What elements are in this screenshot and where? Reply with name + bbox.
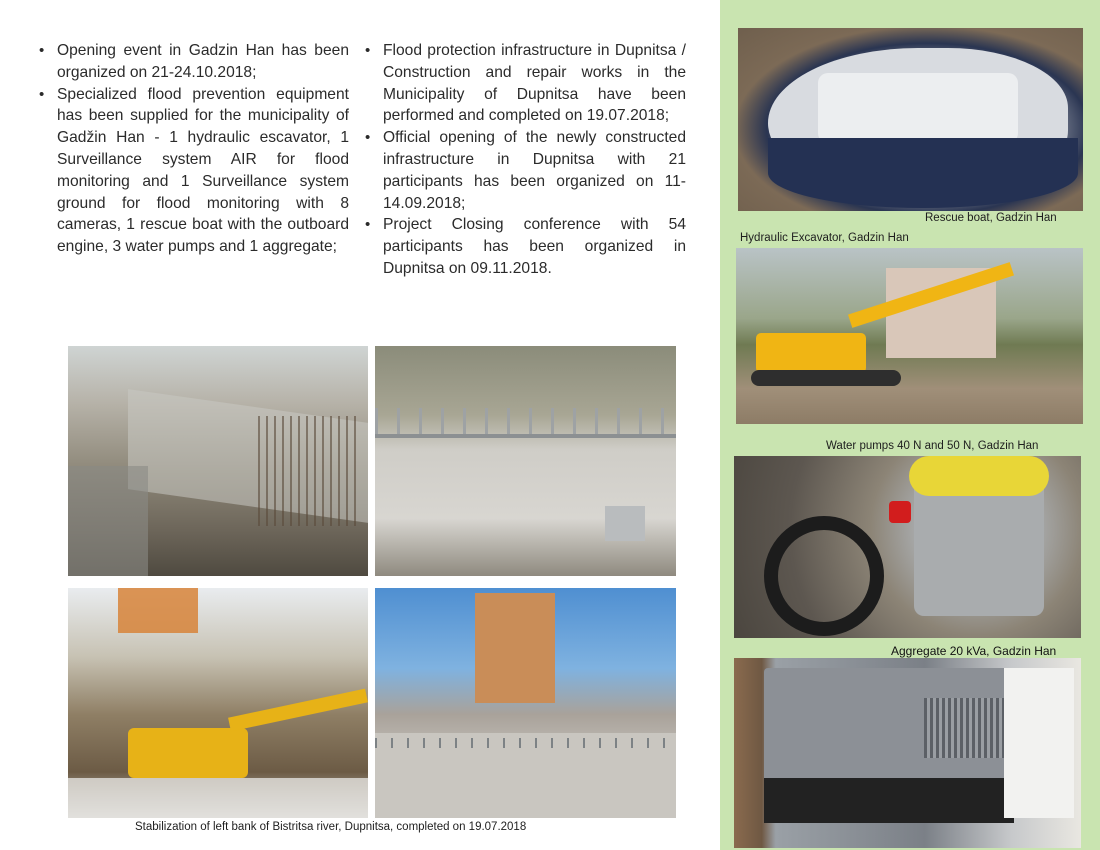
bullet-item: • Official opening of the newly constructed infrastructure in Dupnitsa with 21 participants has been organized on 11-14.09.2018; [363,127,686,214]
aggregate-generator-photo [734,658,1081,848]
bullet-item: • Specialized flood prevention equipment has been supplied for the municipality of Gadžin Han - 1 hydraulic escavator, 1 Surveillance system AIR for flood monitoring and 1 Surveillance system ground for flood monitoring with 8 cameras, 1 rescue boat with the outboard engine, 3 water pumps and 1 aggregate; [37,84,349,258]
water-pumps-photo [734,456,1081,638]
bullet-item: • Flood protection infrastructure in Dupnitsa / Construction and repair works in the Municipality of Dupnitsa have been performed and completed on 19.07.2018; [363,40,686,127]
bullet-item: • Project Closing conference with 54 participants has been organized in Dupnitsa on 09.11.2018. [363,214,686,279]
construction-caption: Stabilization of left bank of Bistritsa river, Dupnitsa, completed on 19.07.2018 [135,821,527,833]
construction-photo-excavator-site [68,588,368,818]
aggregate-caption: Aggregate 20 kVa, Gadzin Han [891,644,1057,658]
boat-caption: Rescue boat, Gadzin Han [925,212,1057,224]
hydraulic-excavator-photo [736,248,1083,424]
pumps-caption: Water pumps 40 N and 50 N, Gadzin Han [826,440,1039,452]
construction-photo-retaining-wall [375,346,676,576]
construction-photo-riverbank-works [68,346,368,576]
bullet-item: • Opening event in Gadzin Han has been organized on 21-24.10.2018; [37,40,349,84]
rescue-boat-photo [738,28,1083,211]
construction-photo-completed-bank [375,588,676,818]
excavator-caption: Hydraulic Excavator, Gadzin Han [740,232,909,244]
right-text-column [363,40,686,280]
left-text-column [37,40,349,258]
